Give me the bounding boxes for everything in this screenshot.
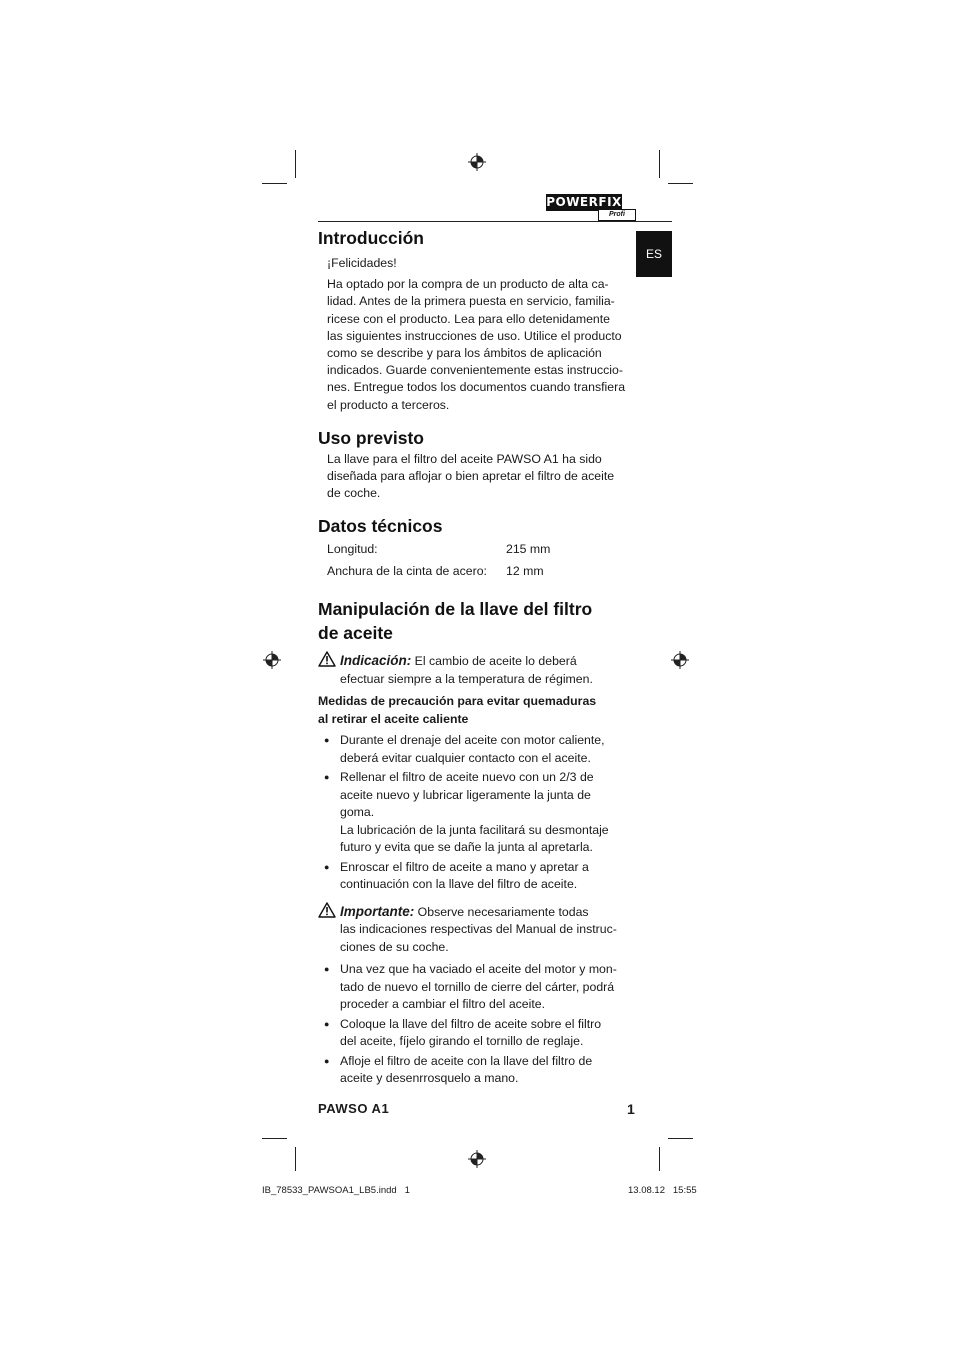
manip-title-line: Manipulación de la llave del filtro <box>318 599 593 620</box>
note-label: Indicación: <box>340 653 412 669</box>
text-line: como se describe y para los ámbitos de aplicación <box>327 346 602 361</box>
brand-sub: Profi <box>598 209 636 221</box>
text-line: Durante el drenaje del aceite con motor caliente, <box>340 733 605 748</box>
brand-logo <box>546 194 636 220</box>
text-line: ricese con el producto. Lea para ello detenidamente <box>327 311 611 326</box>
note-text: El cambio de aceite lo deberá <box>411 654 577 669</box>
list-item <box>318 859 628 894</box>
list-item <box>318 769 628 857</box>
precaution-heading <box>318 693 628 729</box>
text-line: indicados. Guarde convenientemente estas instruccio- <box>327 363 623 378</box>
text-line: deberá evitar cualquier contacto con el aceite. <box>340 750 591 765</box>
footer-model: PAWSO A1 <box>318 1101 390 1116</box>
crop-mark <box>668 183 693 184</box>
text-line: tado de nuevo el tornillo de cierre del cárter, podrá <box>340 979 615 994</box>
uso-title: Uso previsto <box>318 427 424 448</box>
note-line: efectuar siempre a la temperatura de régimen. <box>340 671 593 686</box>
text-line: Una vez que ha vaciado el aceite del motor y mon- <box>340 962 617 977</box>
uso-paragraph <box>318 451 628 503</box>
registration-mark-icon <box>468 1150 486 1168</box>
slug-datetime: 13.08.12 15:55 <box>628 1185 697 1196</box>
text-line: proceder a cambiar el filtro del aceite. <box>340 997 546 1012</box>
crop-mark <box>295 1147 296 1171</box>
text-line: Enroscar el filtro de aceite a mano y apretar a <box>340 859 589 874</box>
warning-triangle-icon <box>318 902 336 918</box>
page-number: 1 <box>627 1101 635 1117</box>
text-line: Coloque la llave del filtro de aceite sobre el filtro <box>340 1016 602 1031</box>
registration-mark-icon <box>468 153 486 171</box>
text-line: Ha optado por la compra de un producto de alta ca- <box>327 277 609 292</box>
header-rule <box>318 221 672 222</box>
tech-value: 215 mm <box>506 542 551 557</box>
text-line: del aceite, fíjelo girando el tornillo de reglaje. <box>340 1034 584 1049</box>
tech-label: Anchura de la cinta de acero: <box>327 564 487 579</box>
text-line: nes. Entregue todos los documentos cuando transfiera <box>327 380 626 395</box>
bullet-icon: ● <box>324 772 330 783</box>
brand-name: POWERFIX <box>546 195 622 209</box>
tech-row <box>318 541 628 563</box>
note-line <box>340 652 628 671</box>
bullet-list <box>318 961 628 1088</box>
crop-mark <box>262 183 287 184</box>
text-line: aceite y desenrrosquelo a mano. <box>340 1071 519 1086</box>
page-content <box>318 226 628 1088</box>
bullet-list <box>318 732 628 894</box>
text-line: diseñada para aflojar o bien apretar el filtro de aceite <box>327 469 615 484</box>
tech-row <box>318 563 628 585</box>
crop-mark <box>659 1147 660 1171</box>
text-line: las siguientes instrucciones de uso. Utilice el producto <box>327 328 622 343</box>
text-line: La llave para el filtro del aceite PAWSO A1 ha sido <box>327 451 602 466</box>
tech-value: 12 mm <box>506 564 544 579</box>
intro-paragraph <box>318 276 628 414</box>
list-item <box>318 1016 628 1051</box>
text-line: Rellenar el filtro de aceite nuevo con un 2/3 de <box>340 770 594 785</box>
crop-mark <box>659 150 660 178</box>
list-item <box>318 961 628 1014</box>
list-item <box>318 1053 628 1088</box>
text-line: al retirar el aceite caliente <box>318 712 469 727</box>
crop-mark <box>668 1138 693 1139</box>
note-line: las indicaciones respectivas del Manual de instruc- <box>340 922 617 937</box>
note-importante <box>318 903 628 957</box>
registration-mark-icon <box>263 651 281 669</box>
note-text: Observe necesariamente todas <box>414 904 589 919</box>
warning-triangle-icon <box>318 651 336 667</box>
note-line: ciones de su coche. <box>340 939 449 954</box>
slug-filename: IB_78533_PAWSOA1_LB5.indd 1 <box>262 1185 410 1196</box>
note-line <box>340 903 628 922</box>
bullet-icon: ● <box>324 1055 330 1066</box>
datos-title: Datos técnicos <box>318 516 443 537</box>
text-line: La lubricación de la junta facilitará su desmontaje <box>340 822 609 837</box>
tech-table <box>318 541 628 585</box>
text-line: continuación con la llave del filtro de aceite. <box>340 877 578 892</box>
manip-title-line: de aceite <box>318 623 393 644</box>
text-line: lidad. Antes de la primera puesta en servicio, familia- <box>327 294 615 309</box>
crop-mark <box>262 1138 287 1139</box>
note-label: Importante: <box>340 903 415 919</box>
bullet-icon: ● <box>324 964 330 975</box>
bullet-icon: ● <box>324 1018 330 1029</box>
text-line: Medidas de precaución para evitar quemaduras <box>318 694 597 709</box>
note-indicacion <box>318 652 628 688</box>
bullet-icon: ● <box>324 735 330 746</box>
text-line: futuro y evita que se dañe la junta al apretarla. <box>340 840 593 855</box>
intro-greeting: ¡Felicidades! <box>327 256 397 270</box>
text-line: Afloje el filtro de aceite con la llave del filtro de <box>340 1053 593 1068</box>
text-line: de coche. <box>327 486 381 501</box>
text-line: aceite nuevo y lubricar ligeramente la junta de goma. <box>340 787 591 820</box>
bullet-icon: ● <box>324 861 330 872</box>
tech-label: Longitud: <box>327 542 378 557</box>
list-item <box>318 732 628 767</box>
manip-title <box>318 597 628 645</box>
intro-title: Introducción <box>318 228 424 248</box>
text-line: el producto a terceros. <box>327 397 450 412</box>
language-tab: ES <box>636 231 672 277</box>
registration-mark-icon <box>671 651 689 669</box>
crop-mark <box>295 150 296 178</box>
